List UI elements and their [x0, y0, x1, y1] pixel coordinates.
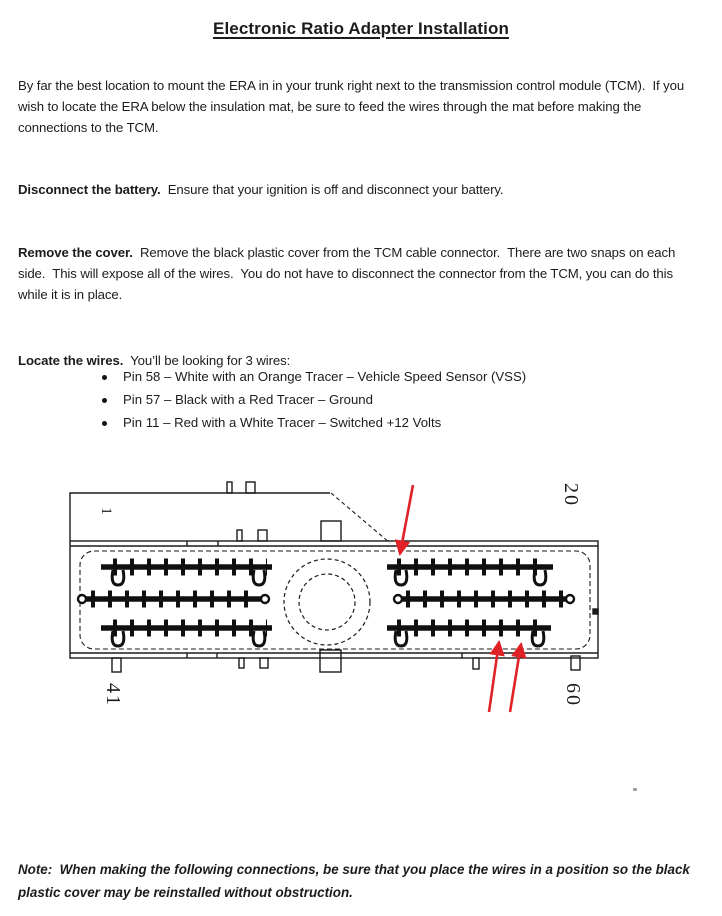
- pin-57-text: Pin 57 – Black with a Red Tracer – Ground: [123, 392, 373, 407]
- intro-paragraph: [18, 75, 702, 138]
- cover-step-lead: Remove the cover.: [18, 245, 133, 261]
- wire-list: [18, 367, 678, 436]
- bullet-icon: [102, 421, 107, 426]
- pin-label-1: 1: [98, 507, 114, 517]
- battery-step-text: Ensure that your ignition is off and disconnect your battery.: [160, 182, 504, 198]
- pin-row-right-bottom: [387, 628, 551, 646]
- intro-text: By far the best location to mount the ERA in in your trunk right next to the transmission control module (TCM). If you wish to locate the ERA below the insulation mat, be sure to feed the wires through the mat before making the connections to the TCM.: [18, 78, 688, 136]
- red-arrow-bottom-right: [510, 644, 521, 712]
- bullet-icon: [102, 398, 107, 403]
- cover-step-text: Remove the black plastic cover from the TCM cable connector. There are two snaps on each side. This will expose all of the wires. You do not have to disconnect the connector from the TCM, you can do this while it is in place.: [18, 245, 679, 303]
- pin-rows: [78, 567, 574, 646]
- center-boss-outer-circle: [284, 559, 370, 645]
- bullet-icon: [102, 375, 107, 380]
- scan-speck: [633, 788, 637, 791]
- pin-label-41: 41: [102, 683, 124, 707]
- battery-paragraph: [18, 179, 702, 200]
- cover-paragraph: [18, 242, 702, 305]
- pin-58-text: Pin 58 – White with an Orange Tracer – Vehicle Speed Sensor (VSS): [123, 369, 527, 384]
- list-item-pin-58: [18, 367, 678, 388]
- top-latch-square: [321, 521, 341, 541]
- note-paragraph: [18, 858, 712, 904]
- note-text: Note: When making the following connections, be sure that you place the wires in a position so the black plastic cover may be reinstalled without obstruction.: [18, 862, 694, 901]
- tcm-connector-diagram: [0, 450, 722, 760]
- pin-row-right-top: [387, 567, 553, 585]
- connector-housing-outline: [70, 482, 598, 672]
- center-boss-inner-circle: [299, 574, 355, 630]
- wires-step-lead: Locate the wires.: [18, 353, 124, 369]
- pin-row-left-bottom: [101, 628, 272, 646]
- pin-row-left-top: [101, 567, 272, 585]
- pin-11-text: Pin 11 – Red with a White Tracer – Switched +12 Volts: [123, 415, 442, 430]
- cover-edge-dashed-line: [331, 493, 390, 543]
- red-arrow-top: [400, 485, 413, 554]
- page-title-text: Electronic Ratio Adapter Installation: [213, 19, 509, 38]
- battery-step-lead: Disconnect the battery.: [18, 182, 161, 198]
- list-item-pin-57: [18, 390, 678, 411]
- pin-row-left-middle: [78, 595, 269, 603]
- pin-label-60: 60: [562, 683, 584, 707]
- wires-step-text: You’ll be looking for 3 wires:: [123, 353, 291, 369]
- page-title: [0, 19, 722, 39]
- pin-row-right-middle: [394, 595, 574, 603]
- pin-label-20: 20: [560, 483, 582, 507]
- list-item-pin-11: [18, 413, 678, 434]
